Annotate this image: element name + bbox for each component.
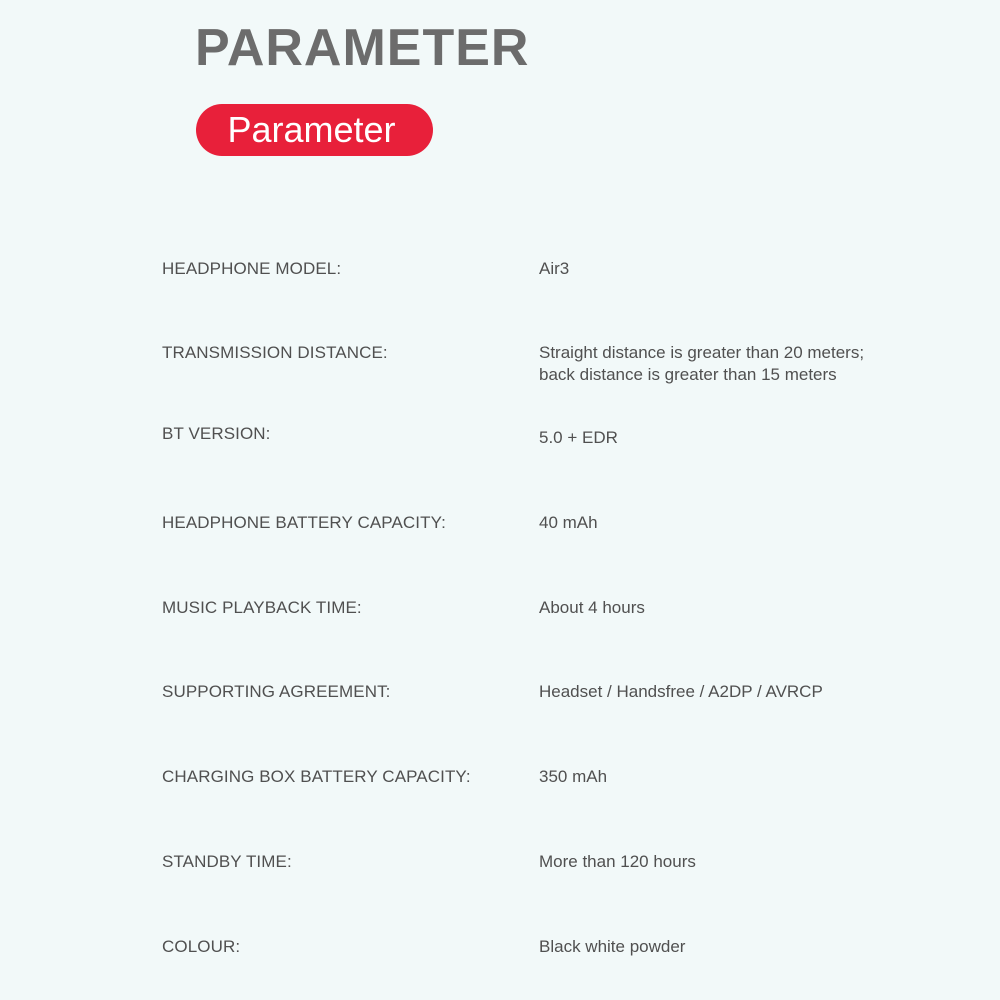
spec-value-line: 40 mAh [539,513,598,532]
spec-value-line: 350 mAh [539,767,608,786]
spec-value-line: Air3 [539,259,570,278]
spec-label: MUSIC PLAYBACK TIME: [162,598,362,617]
spec-value-line: More than 120 hours [539,852,696,871]
spec-value-line: Headset / Handsfree / A2DP / AVRCP [539,682,823,701]
parameter-badge: Parameter [196,104,433,156]
spec-value [539,512,598,534]
spec-value-line: Black white powder [539,937,686,956]
spec-value-line: back distance is greater than 15 meters [539,365,837,384]
spec-value [539,427,618,449]
spec-value [539,681,823,703]
spec-label: COLOUR: [162,937,241,956]
spec-label: BT VERSION: [162,424,271,443]
spec-label: HEADPHONE MODEL: [162,259,342,278]
spec-value-line: Straight distance is greater than 20 meters; [539,343,865,362]
spec-value [539,766,607,788]
spec-value [539,851,696,873]
spec-value [539,936,685,958]
spec-value-line: About 4 hours [539,598,645,617]
spec-value [539,342,864,386]
spec-label: TRANSMISSION DISTANCE: [162,343,388,362]
page-title: PARAMETER [195,19,530,77]
spec-label: HEADPHONE BATTERY CAPACITY: [162,513,446,532]
spec-value [539,258,569,280]
spec-label: CHARGING BOX BATTERY CAPACITY: [162,767,471,786]
spec-value-line: 5.0 + EDR [539,428,618,447]
spec-label: STANDBY TIME: [162,852,292,871]
spec-value [539,597,645,619]
spec-label: SUPPORTING AGREEMENT: [162,682,391,701]
